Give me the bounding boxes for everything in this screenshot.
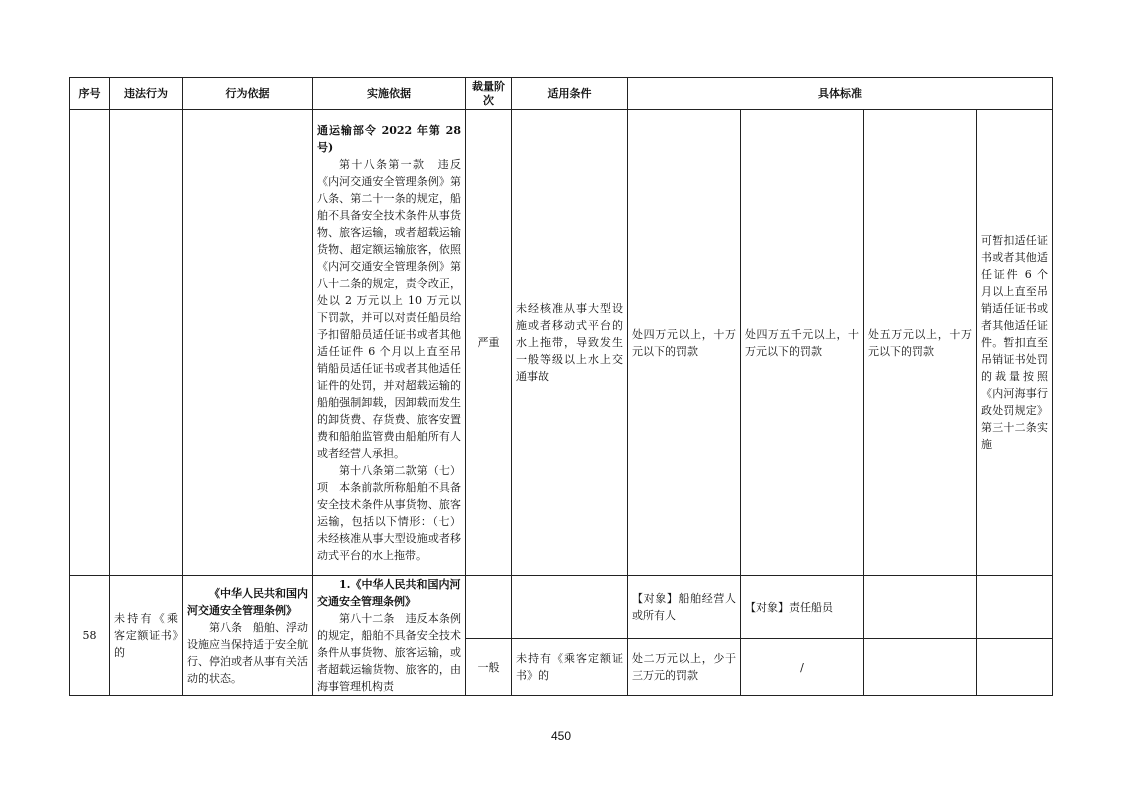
cell-object-2: 【对象】责任船员 bbox=[741, 576, 864, 639]
cell-std-general-1: 处二万元以上，少于三万元的罚款 bbox=[628, 639, 741, 696]
cell-standard-1: 处四万元以上，十万元以下的罚款 bbox=[628, 110, 741, 576]
header-std: 具体标准 bbox=[628, 78, 1053, 110]
cell-cond-empty bbox=[512, 576, 628, 639]
header-row bbox=[70, 78, 1053, 110]
cell-level: 严重 bbox=[466, 110, 512, 576]
cell-impl-text bbox=[313, 110, 466, 576]
impl-58-title: 1.《中华人民共和国内河交通安全管理条例》 bbox=[317, 578, 461, 608]
cell-level-empty bbox=[466, 576, 512, 639]
basis-text: 第八条 船舶、浮动设施应当保持适于安全航行、停泊或者从事有关活动的状态。 bbox=[187, 620, 308, 685]
table-row-continuation bbox=[70, 110, 1053, 576]
cell-violation-58: 未持有《乘客定额证书》的 bbox=[110, 576, 183, 696]
cell-standard-3: 处五万元以上，十万元以下的罚款 bbox=[864, 110, 977, 576]
header-seq: 序号 bbox=[70, 78, 110, 110]
cell-std-general-4-empty bbox=[977, 639, 1053, 696]
cell-object-4-empty bbox=[977, 576, 1053, 639]
impl-paragraph-2: 第十八条第二款第（七）项 本条前款所称船舶不具备安全技术条件从事货物、旅客运输，包括以下情形：（七）未经核准从事大型设施或者移动式平台的水上拖带。 bbox=[317, 463, 461, 562]
cell-impl-58 bbox=[313, 576, 466, 696]
cell-seq-empty bbox=[70, 110, 110, 576]
cell-object-1: 【对象】船舶经营人或所有人 bbox=[628, 576, 741, 639]
cell-std-general-2: / bbox=[741, 639, 864, 696]
cell-condition: 未经核准从事大型设施或者移动式平台的水上拖带，导致发生一般等级以上水上交通事故 bbox=[512, 110, 628, 576]
header-violation: 违法行为 bbox=[110, 78, 183, 110]
penalty-standards-table bbox=[69, 77, 1053, 696]
cell-object-3-empty bbox=[864, 576, 977, 639]
cell-basis-empty bbox=[183, 110, 313, 576]
cell-basis-58 bbox=[183, 576, 313, 696]
impl-paragraph-1: 第十八条第一款 违反《内河交通安全管理条例》第八条、第二十一条的规定，船舶不具备安全技术条件从事货物、旅客运输，或者超载运输货物、超定额运输旅客，依照《内河交通安全管理条例》第八十二条的规定，责令改正，处以 2 万元以上 10 万元以下罚款，并可以对责任船员给予扣留船员适任证书或者其他适任证件 6 个月以上直至吊销船员适任证书或者其他适任证件的处罚，并对超载运输的船舶强制卸载，因卸载而发生的卸货费、存货费、旅客安置费和船舶监管费由船舶所有人或者经营人承担。 bbox=[317, 157, 461, 460]
header-impl: 实施依据 bbox=[313, 78, 466, 110]
header-cond: 适用条件 bbox=[512, 78, 628, 110]
header-level: 裁量阶次 bbox=[466, 78, 512, 110]
cell-standard-4: 可暂扣适任证书或者其他适任证件 6 个月以上直至吊销适任证书或者其他适任证件。暂扣直至吊销证书处罚的裁量按照《内河海事行政处罚规定》第三十二条实施 bbox=[977, 110, 1053, 576]
page-number: 450 bbox=[550, 729, 572, 743]
impl-title: 通运输部令 2022 年第 28 号) bbox=[317, 123, 461, 154]
cell-violation-empty bbox=[110, 110, 183, 576]
cell-std-general-3-empty bbox=[864, 639, 977, 696]
cell-cond-general: 未持有《乘客定额证书》的 bbox=[512, 639, 628, 696]
cell-standard-2: 处四万五千元以上，十万元以下的罚款 bbox=[741, 110, 864, 576]
cell-seq-58: 58 bbox=[70, 576, 110, 696]
header-basis: 行为依据 bbox=[183, 78, 313, 110]
table-row-58-objects bbox=[70, 576, 1053, 639]
cell-level-general: 一般 bbox=[466, 639, 512, 696]
basis-title: 《中华人民共和国内河交通安全管理条例》 bbox=[187, 586, 308, 617]
impl-58-text: 第八十二条 违反本条例的规定，船舶不具备安全技术条件从事货物、旅客运输，或者超载运输货物、旅客的，由海事管理机构责 bbox=[317, 612, 461, 693]
